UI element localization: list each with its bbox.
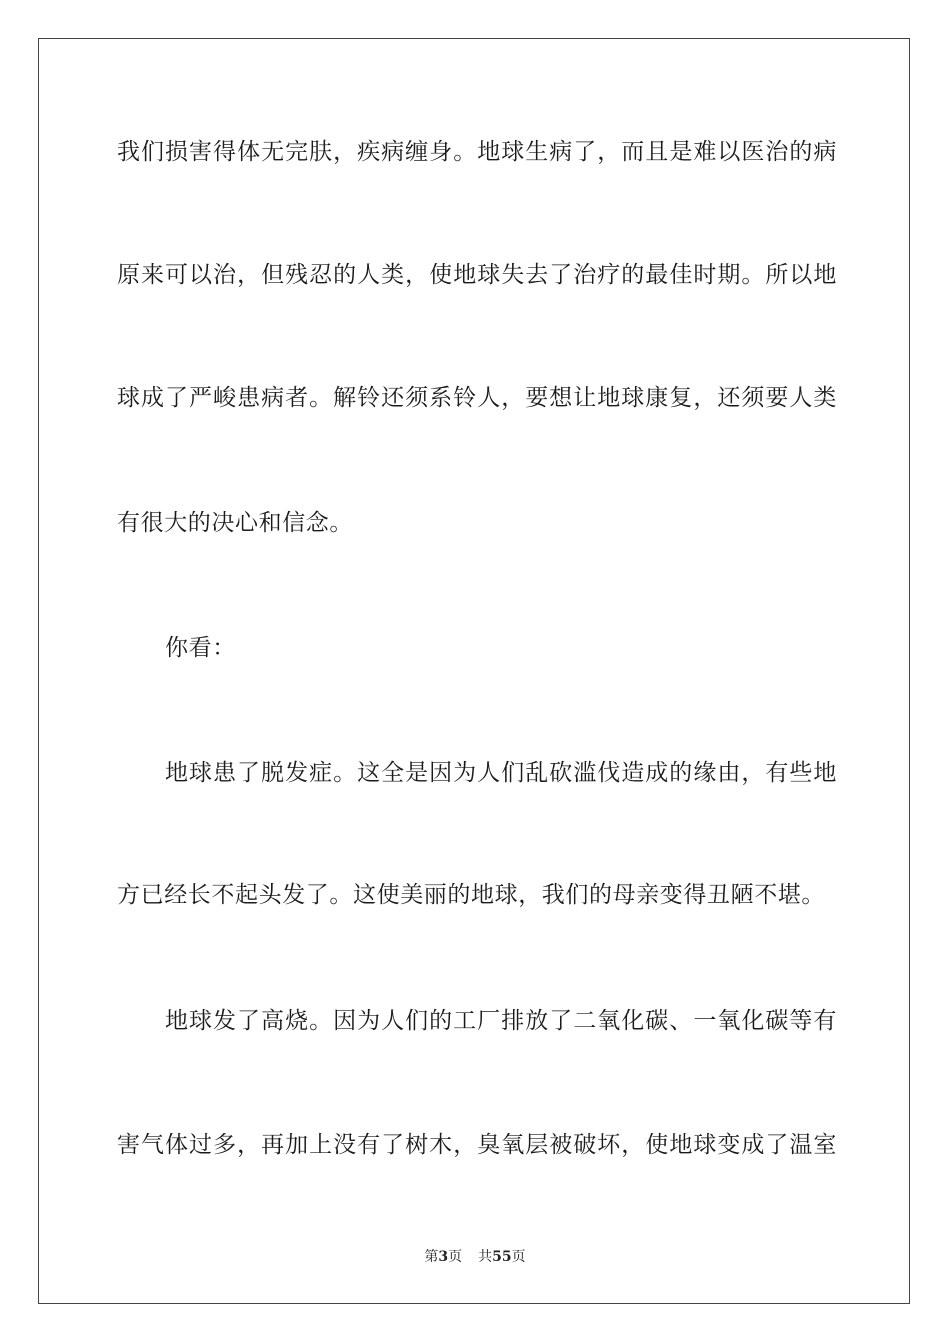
text-line: 方已经长不起头发了。这使美丽的地球，我们的母亲变得丑陋不堪。 <box>117 882 825 908</box>
page-border <box>38 38 910 1304</box>
page-footer <box>0 1248 950 1266</box>
text-line: 球成了严峻患病者。解铃还须系铃人，要想让地球康复，还须要人类 <box>117 385 837 411</box>
text-line: 害气体过多，再加上没有了树木，臭氧层被破坏，使地球变成了温室 <box>117 1132 837 1158</box>
text-line: 地球患了脱发症。这全是因为人们乱砍滥伐造成的缘由，有些地 <box>165 760 837 786</box>
text-line: 我们损害得体无完肤，疾病缠身。地球生病了，而且是难以医治的病 <box>117 139 837 165</box>
text-line: 你看： <box>165 635 236 661</box>
total-suffix: 页 <box>511 1249 526 1265</box>
page-prefix: 第 <box>424 1249 439 1265</box>
total-prefix: 共 <box>478 1249 493 1265</box>
page-suffix: 页 <box>448 1249 463 1265</box>
text-line: 地球发了高烧。因为人们的工厂排放了二氧化碳、一氧化碳等有 <box>165 1008 837 1034</box>
text-line: 原来可以治，但残忍的人类，使地球失去了治疗的最佳时期。所以地 <box>117 262 837 288</box>
page-number: 3 <box>438 1249 449 1265</box>
total-pages: 55 <box>492 1249 512 1265</box>
text-line: 有很大的决心和信念。 <box>117 510 353 536</box>
